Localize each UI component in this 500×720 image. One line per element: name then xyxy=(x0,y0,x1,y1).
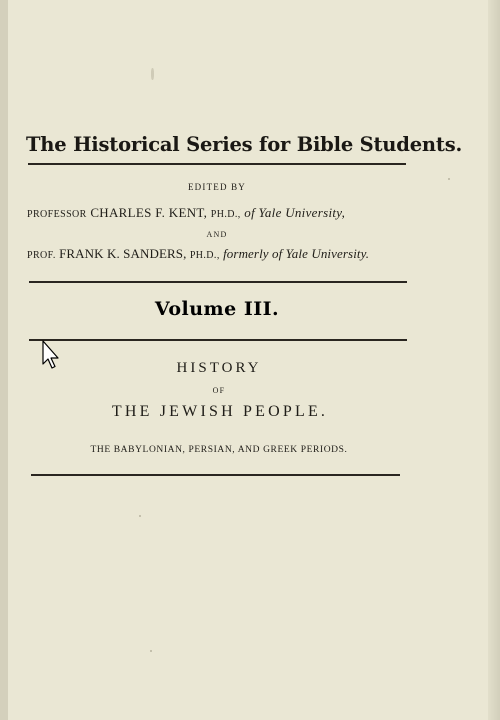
editor-line-sanders xyxy=(27,246,407,262)
book-page xyxy=(8,0,488,720)
title-rule xyxy=(28,163,406,165)
page-right-edge xyxy=(488,0,500,720)
page-speck xyxy=(139,515,141,517)
and-label: AND xyxy=(206,230,228,239)
editor-prefix: PROFESSOR xyxy=(27,209,87,220)
edited-by-label: EDITED BY xyxy=(187,182,247,192)
volume-heading: Volume III. xyxy=(154,298,280,320)
editor-name: FRANK K. SANDERS, xyxy=(59,246,187,261)
editor-prefix: PROF. xyxy=(27,250,56,261)
book-title: THE JEWISH PEOPLE. xyxy=(111,403,329,420)
of-label: OF xyxy=(212,386,226,395)
series-title: The Historical Series for Bible Students. xyxy=(26,133,463,156)
periods-text: THE BABYLONIAN, PERSIAN, AND GREEK PERIODS. xyxy=(90,445,348,455)
editor-name: CHARLES F. KENT, xyxy=(90,205,208,220)
periods-subtitle xyxy=(28,441,410,456)
page-speck xyxy=(150,650,152,652)
editor-line-kent xyxy=(27,205,387,221)
page-speck xyxy=(448,178,450,180)
editor-degree: PH.D., xyxy=(210,209,241,220)
editors-rule xyxy=(29,281,407,283)
editor-affiliation: of Yale University, xyxy=(244,205,346,220)
history-heading: HISTORY xyxy=(176,360,262,376)
page-speck xyxy=(151,68,154,80)
editor-degree: PH.D., xyxy=(189,250,220,261)
bottom-rule xyxy=(31,474,400,476)
page-left-edge xyxy=(0,0,8,720)
volume-rule xyxy=(29,339,407,341)
editor-affiliation: formerly of Yale University. xyxy=(223,246,370,261)
arrow-cursor-icon xyxy=(42,340,62,370)
